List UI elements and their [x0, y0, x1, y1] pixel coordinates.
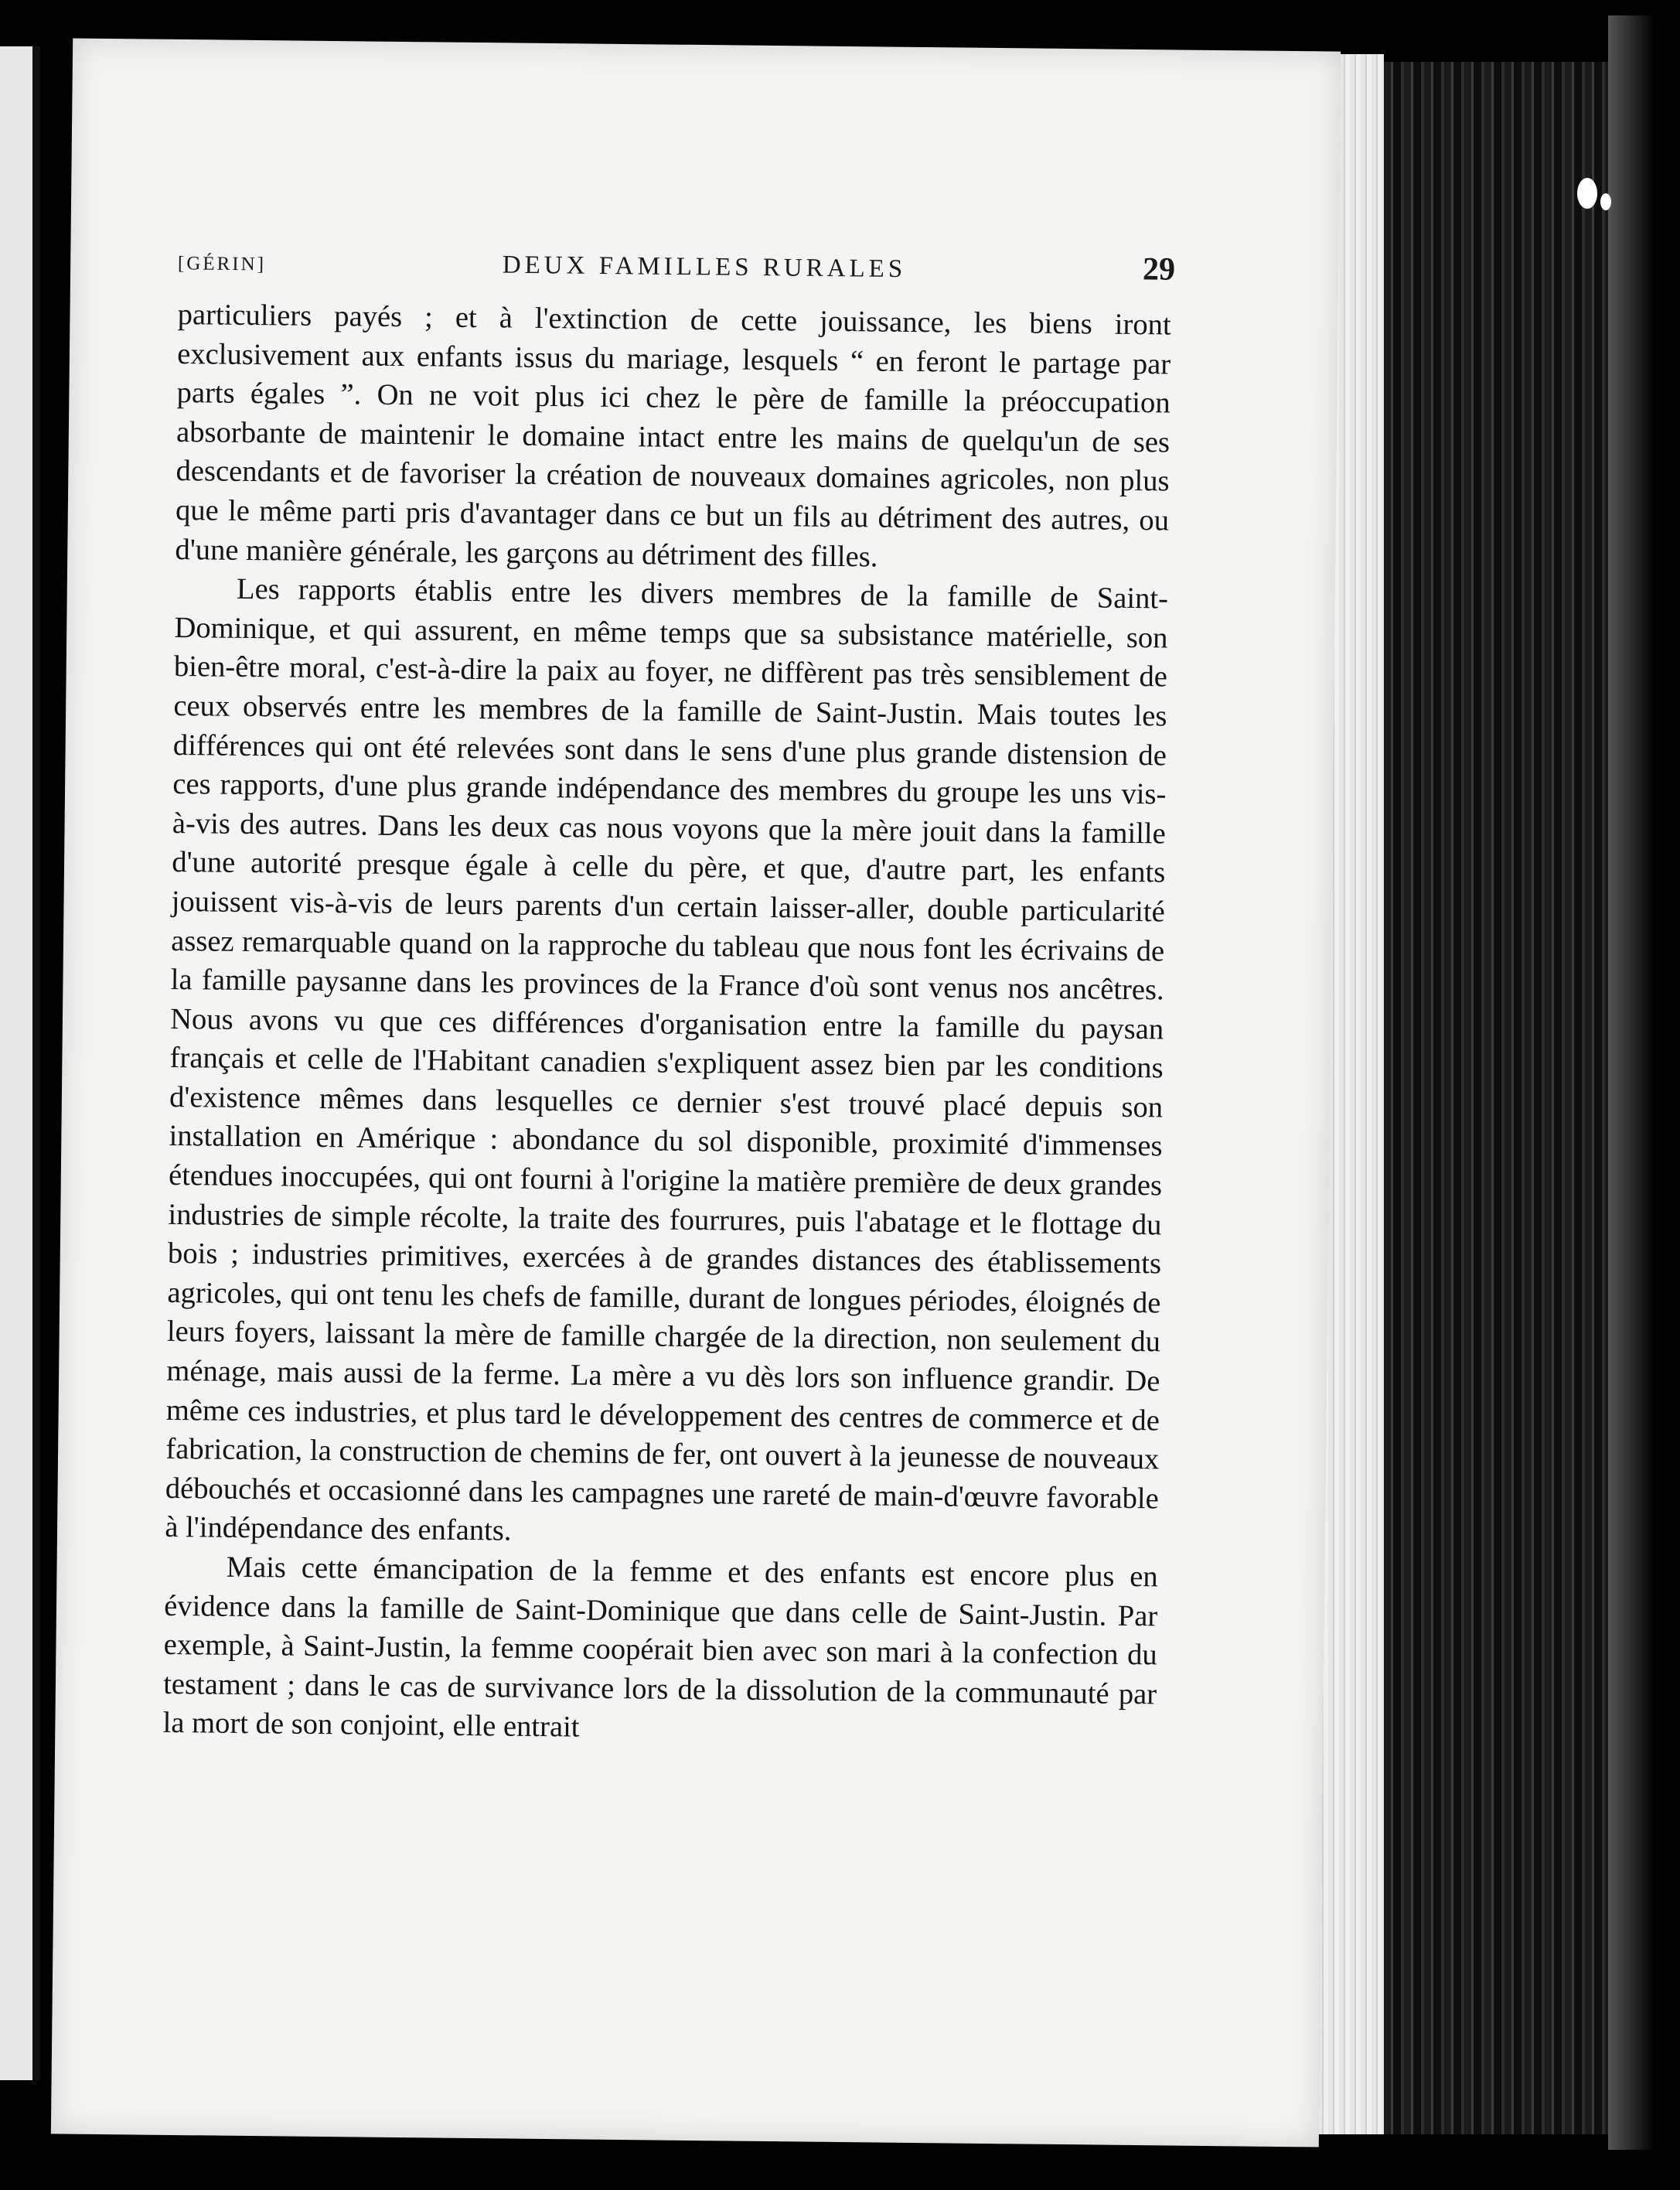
previous-page-edge: [0, 46, 40, 2080]
paragraph: Mais cette émancipation de la femme et des enfants est encore plus en évidence dans la famille de Saint-Dominique que dans celle de Saint-Justin. Par exemple, à Saint-Justin, la femme coopérait bien avec son mari à la confection du testament ; dans le cas de survivance lors de la dissolution de la communauté par la mort de son conjoint, elle entrait: [162, 1550, 1158, 1744]
book-cover-rim: [1608, 15, 1654, 2150]
scan-speck: [1600, 193, 1611, 210]
paragraph: particuliers payés ; et à l'extinction de cette jouissance, les biens iront exclusivement aux enfants issus du mariage, lesquels “ en feront le partage par parts égales ”. On ne voit plus ici chez le père de famille la préoccupation absorbante de maintenir le domaine intact entre les mains de quelqu'un de ses descendants et de favoriser la création de nouveaux domaines agricoles, non plus que le même parti pris d'avantager dans ce but un fils au détriment des autres, ou d'une manière générale, les garçons au détriment des filles.: [175, 298, 1171, 574]
page-number: 29: [1142, 251, 1176, 288]
book-binding: [1384, 62, 1616, 2134]
running-head-author: [GÉRIN]: [177, 253, 267, 275]
page-body: [162, 295, 1171, 1753]
scan-speck: [1577, 178, 1597, 209]
paragraph: Les rapports établis entre les divers membres de la famille de Saint-Dominique, et qui assurent, en même temps que sa subsistance matérielle, son bien-être moral, c'est-à-dire la paix au foyer, ne diffèrent pas très sensiblement de ceux observés entre les membres de la famille de Saint-Justin. Mais toutes les différences qui ont été relevées sont dans le sens d'une plus grande distension de ces rapports, d'une plus grande indépendance des membres du groupe les uns vis-à-vis des autres. Dans les deux cas nous voyons que la mère jouit dans la famille d'une autorité presque égale à celle du père, et que, d'autre part, les enfants jouissent vis-à-vis de leurs parents d'un certain laisser-aller, double particularité assez remarquable quand on la rapproche du tableau que nous font les écrivains de la famille paysanne dans les provinces de la France d'où sont venus nos ancêtres. Nous avons vu que ces différences d'organisation entre la famille du paysan français et celle de l'Habitant canadien s'expliquent assez bien par les conditions d'existence mêmes dans lesquelles ce dernier s'est trouvé placé depuis son installation en Amérique : abondance du sol disponible, proximité d'immenses étendues inoccupées, qui ont fourni à l'origine la matière première de deux grandes industries de simple récolte, la traite des fourrures, puis l'abatage et le flottage du bois ; industries primitives, exercées à de grandes distances des établissements agricoles, qui ont tenu les chefs de famille, durant de longues périodes, éloignés de leurs foyers, laissant la mère de famille chargée de la direction, non seulement du ménage, mais aussi de la ferme. La mère a vu dès lors son influence grandir. De même ces industries, et plus tard le développement des centres de commerce et de fabrication, la construction de chemins de fer, ont ouvert à la jeunesse de nouveaux débouchés et occasionné dans les campagnes une rareté de main-d'œuvre favorable à l'indépendance des enfants.: [165, 572, 1169, 1548]
running-head-title: DEUX FAMILLES RURALES: [502, 251, 907, 284]
